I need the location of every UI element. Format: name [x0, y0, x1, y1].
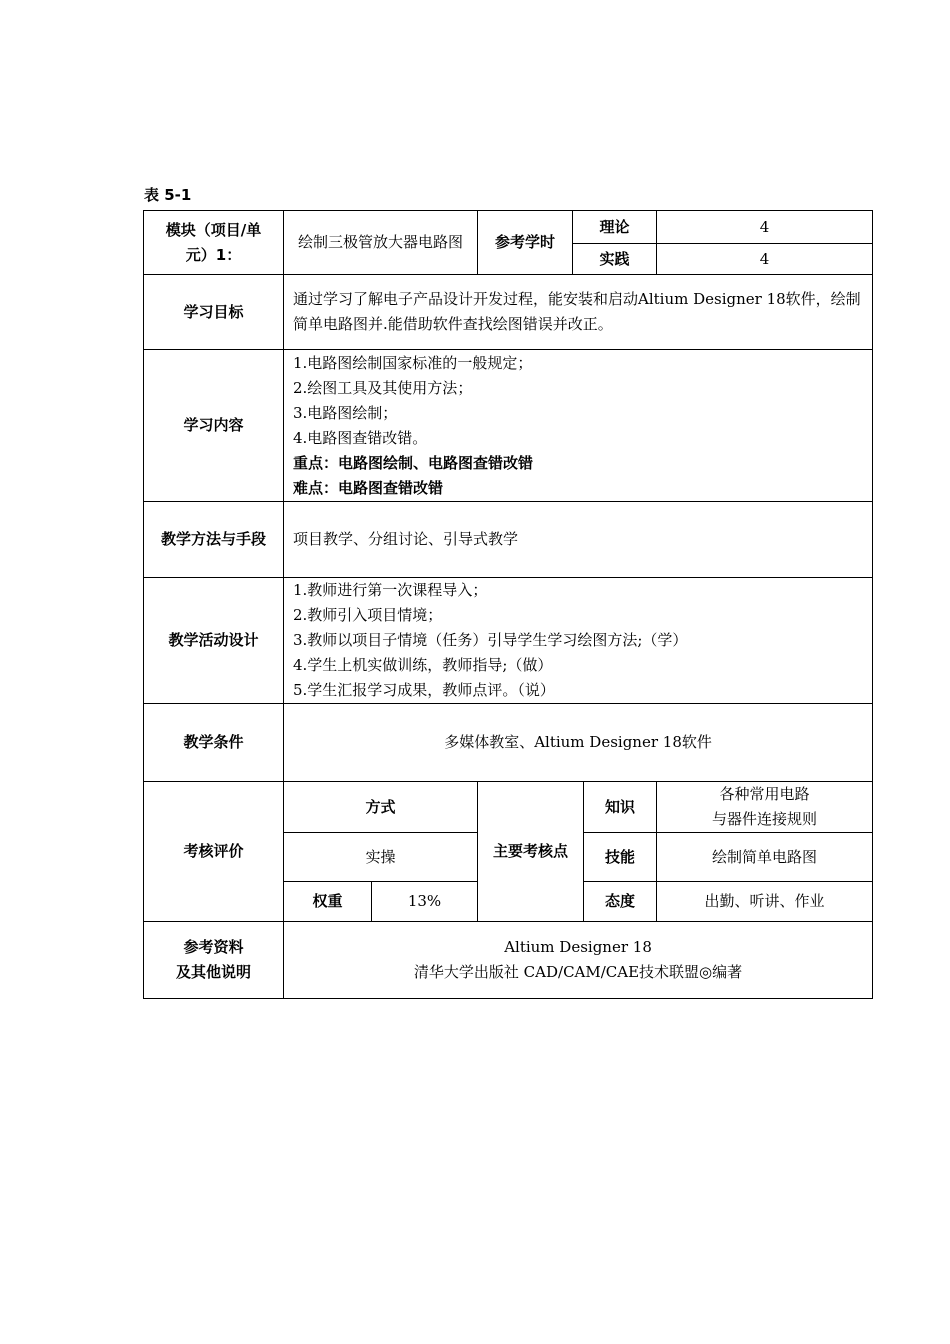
table-caption: 表 5-1 — [144, 186, 192, 204]
theory-hours: 4 — [657, 211, 873, 244]
activity-item: 4.学生上机实做训练，教师指导;（做） — [293, 656, 553, 674]
references-label — [144, 922, 284, 999]
activity-item: 5.学生汇报学习成果，教师点评。（说） — [293, 681, 555, 699]
knowledge-line: 各种常用电路 — [719, 785, 810, 803]
practice-label: 实践 — [573, 244, 657, 275]
conditions-label: 教学条件 — [144, 704, 284, 782]
references-text — [284, 922, 873, 999]
methods-text: 项目教学、分组讨论、引导式教学 — [284, 502, 873, 578]
module-label-line2: 元）1： — [185, 245, 242, 264]
main-points-label: 主要考核点 — [478, 782, 584, 922]
method-value: 实操 — [284, 833, 478, 882]
activity-item: 1.教师进行第一次课程导入； — [293, 581, 488, 599]
key-points: 重点：电路图绘制、电路图查错改错 — [293, 453, 534, 472]
content-list — [284, 350, 873, 502]
activities-list — [284, 578, 873, 704]
content-item: 2.绘图工具及其使用方法； — [293, 378, 473, 397]
content-item: 4.电路图查错改错。 — [293, 428, 428, 447]
weight-value: 13% — [372, 882, 478, 922]
activity-item: 3.教师以项目子情境（任务）引导学生学习绘图方法;（学） — [293, 631, 688, 649]
activities-label: 教学活动设计 — [144, 578, 284, 704]
content-label: 学习内容 — [144, 350, 284, 502]
module-title: 绘制三极管放大器电路图 — [284, 211, 478, 275]
practice-hours: 4 — [657, 244, 873, 275]
attitude-label: 态度 — [584, 882, 657, 922]
reference-line: 清华大学出版社 CAD/CAM/CAE技术联盟◎编著 — [413, 963, 743, 981]
methods-label: 教学方法与手段 — [144, 502, 284, 578]
references-label-line2: 及其他说明 — [175, 963, 251, 981]
knowledge-line: 与器件连接规则 — [712, 810, 818, 828]
hours-label: 参考学时 — [478, 211, 573, 275]
conditions-text: 多媒体教室、Altium Designer 18软件 — [284, 704, 873, 782]
knowledge-value — [657, 782, 873, 833]
theory-label: 理论 — [573, 211, 657, 244]
skill-value: 绘制简单电路图 — [657, 833, 873, 882]
difficult-points: 难点：电路图查错改错 — [293, 478, 444, 497]
assessment-label: 考核评价 — [144, 782, 284, 922]
content-item: 3.电路图绘制； — [293, 403, 398, 422]
skill-label: 技能 — [584, 833, 657, 882]
activity-item: 2.教师引入项目情境； — [293, 606, 443, 624]
objectives-text: 通过学习了解电子产品设计开发过程，能安装和启动Altium Designer 18软件，绘制简单电路图并.能借助软件查找绘图错误并改正。 — [284, 275, 873, 350]
method-label: 方式 — [284, 782, 478, 833]
knowledge-label: 知识 — [584, 782, 657, 833]
references-label-line1: 参考资料 — [183, 938, 244, 956]
course-unit-table — [143, 210, 873, 999]
objectives-label: 学习目标 — [144, 275, 284, 350]
reference-line: Altium Designer 18 — [504, 938, 652, 956]
content-item: 1.电路图绘制国家标准的一般规定； — [293, 353, 533, 372]
module-label-line1: 模块（项目/单 — [165, 220, 262, 239]
module-label-cell — [144, 211, 284, 275]
attitude-value: 出勤、听讲、作业 — [657, 882, 873, 922]
weight-label: 权重 — [284, 882, 372, 922]
